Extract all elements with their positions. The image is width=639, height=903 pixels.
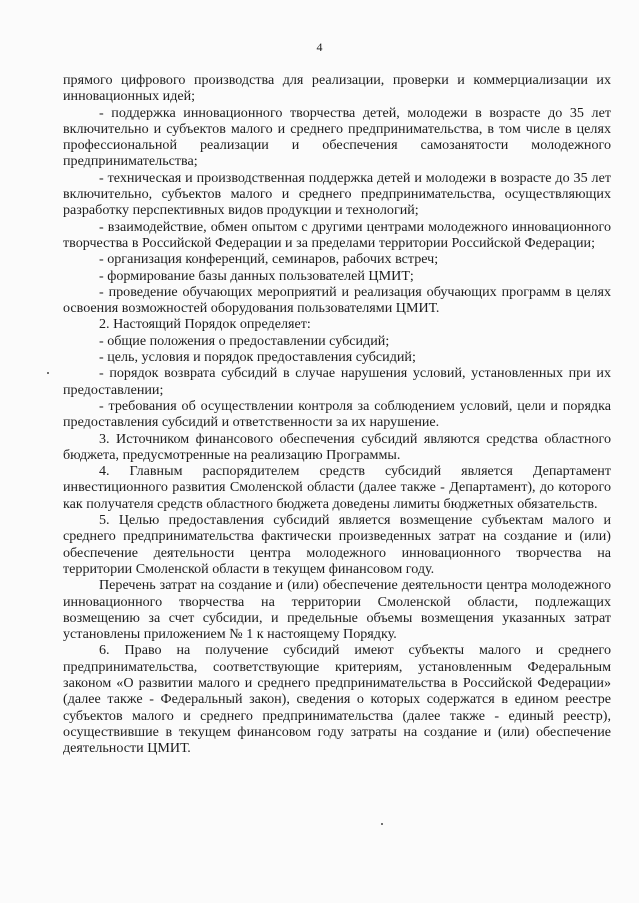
paragraph-cooperation: - взаимодействие, обмен опытом с другими центрами молодежного инновационного творчества в Российской Федерации и за пределами территории Российской Федерации; (63, 218, 611, 251)
paragraph-section-6: 6. Право на получение субсидий имеют субъекты малого и среднего предпринимательства, соответствующие критериям, установленным Федеральным законом «О развитии малого и среднего предпринимательства в Российской Федерации» (далее также - Федеральный закон), сведения о которых содержатся в едином реестре субъектов малого и среднего предпринимательства (далее также - единый реестр), осуществившие в текущем финансовом году затраты на создание и (или) обеспечение деятельности ЦМИТ. (63, 642, 611, 757)
paragraph-general-provisions: - общие положения о предоставлении субсидий; (99, 332, 390, 349)
paragraph-continuation: прямого цифрового производства для реализации, проверки и коммерциализации их инновационных идей; (63, 72, 611, 105)
paragraph-section-5: 5. Целью предоставления субсидий является возмещение субъектам малого и среднего предпринимательства фактически произведенных затрат на создание и (или) обеспечение деятельности центра молодежного инновационного творчества на территории Смоленской области в текущем финансовом году. (63, 512, 611, 577)
scan-speck (381, 823, 383, 825)
paragraph-refund-procedure: - порядок возврата субсидий в случае нарушения условий, установленных при их предоставлении; (63, 365, 611, 398)
paragraph-technical-support: - техническая и производственная поддержка детей и молодежи в возрасте до 35 лет включительно, субъектов малого и среднего предпринимательства, осуществляющих разработку перспективных видов продукции и технологий; (63, 169, 611, 219)
document-body (63, 72, 611, 756)
paragraph-database: - формирование базы данных пользователей ЦМИТ; (99, 267, 414, 284)
paragraph-control-requirements: - требования об осуществлении контроля за соблюдением условий, цели и порядка предоставления субсидий и ответственности за их нарушение. (63, 397, 611, 431)
paragraph-support-youth: - поддержка инновационного творчества детей, молодежи в возрасте до 35 лет включительно и субъектов малого и среднего предпринимательства, в том числе в целях профессиональной реализации и обеспечения самозанятости молодежного предпринимательства; (63, 104, 611, 170)
paragraph-training: - проведение обучающих мероприятий и реализация обучающих программ в целях освоения возможностей оборудования пользователями ЦМИТ. (63, 283, 611, 317)
paragraph-section-2: 2. Настоящий Порядок определяет: (99, 316, 311, 333)
page-number: 4 (316, 40, 323, 54)
paragraph-conferences: - организация конференций, семинаров, рабочих встреч; (99, 251, 439, 268)
paragraph-cost-list: Перечень затрат на создание и (или) обеспечение деятельности центра молодежного инновационного творчества на территории Смоленской области, подлежащих возмещению за счет субсидии, и предельные объемы возмещения указанных затрат установлены приложением № 1 к настоящему Порядку. (63, 577, 611, 643)
paragraph-purpose-conditions: - цель, условия и порядок предоставления субсидий; (99, 349, 416, 366)
paragraph-section-4: 4. Главным распорядителем средств субсидий является Департамент инвестиционного развития Смоленской области (далее также - Департамент), до которого как получателя средств областного бюджета доведены лимиты бюджетных обязательств. (63, 463, 611, 512)
scan-speck (47, 372, 49, 374)
paragraph-section-3: 3. Источником финансового обеспечения субсидий являются средства областного бюджета, предусмотренные на реализацию Программы. (63, 430, 611, 463)
